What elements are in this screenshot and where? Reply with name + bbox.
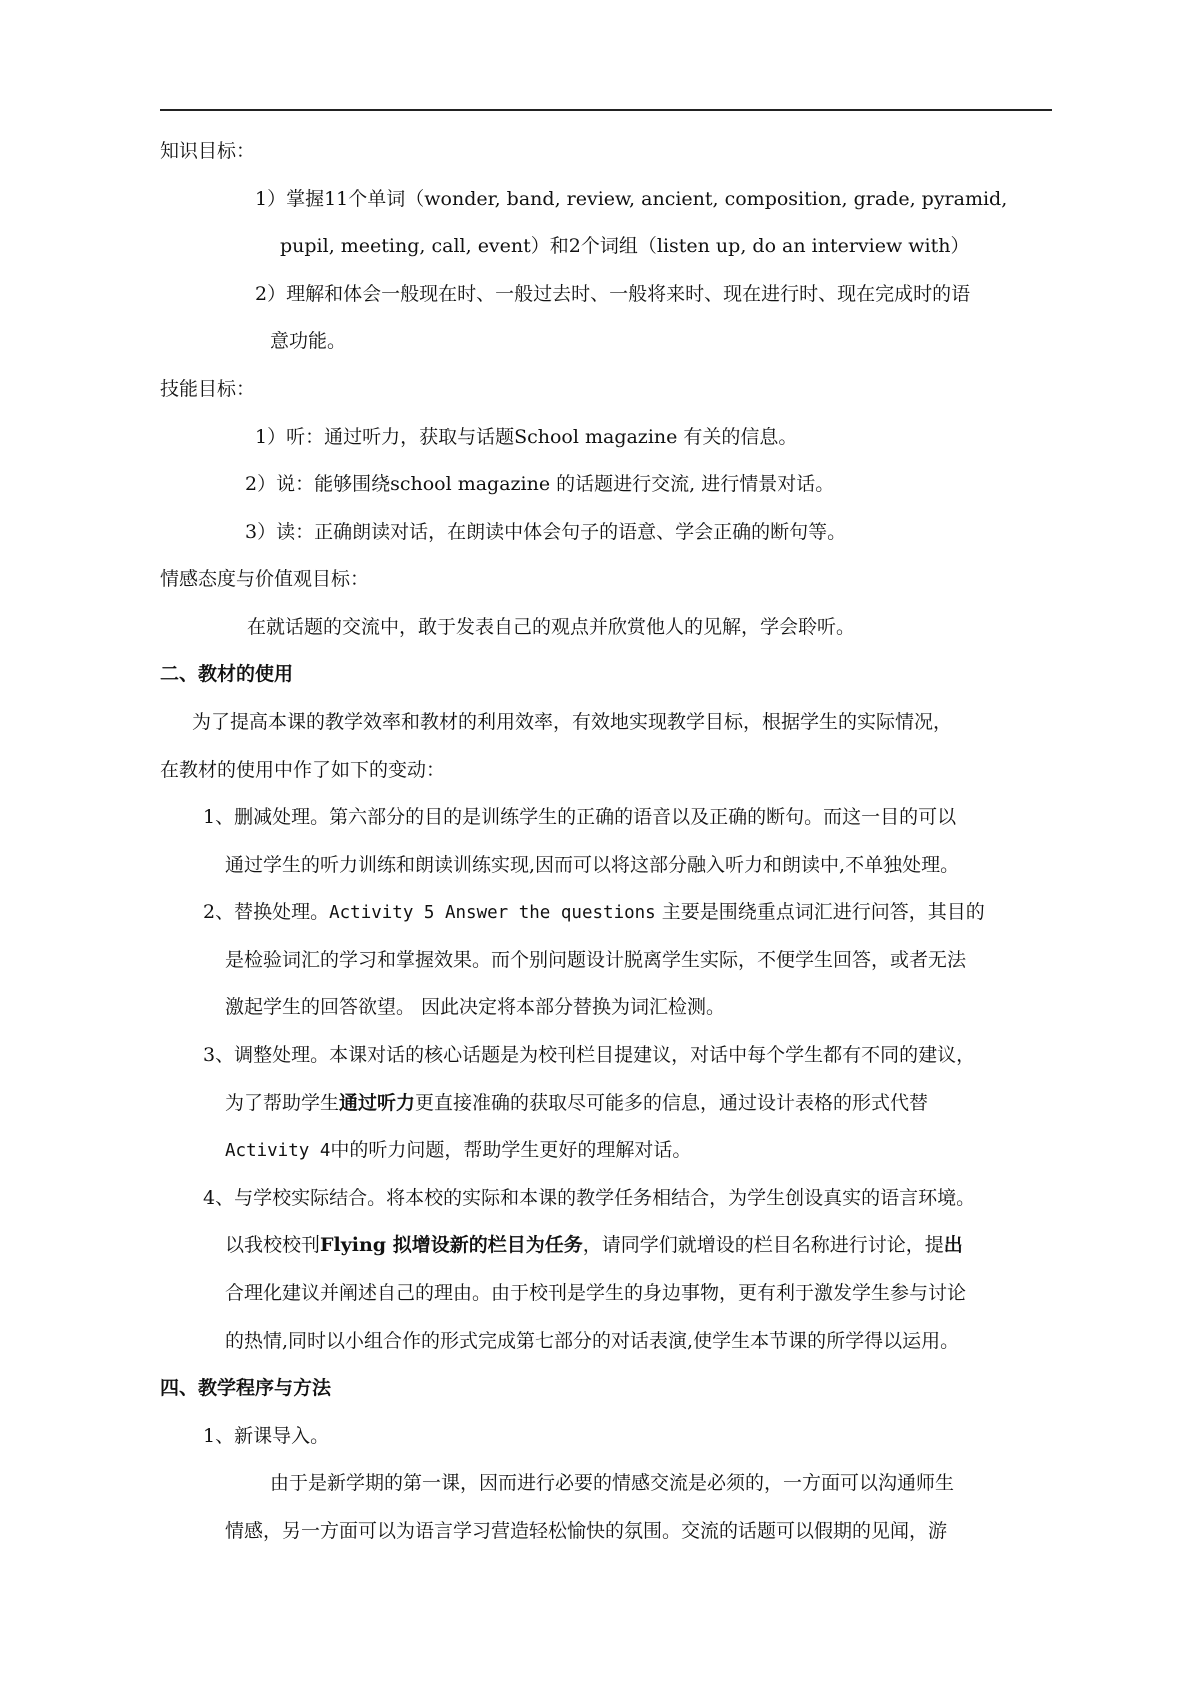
attitude-goals-heading: 情感态度与价值观目标： bbox=[160, 568, 370, 590]
p4-line4: 的热情,同时以小组合作的形式完成第七部分的对话表演,使学生本节课的所学得以运用。 bbox=[225, 1330, 960, 1352]
section2-intro-line1: 为了提高本课的教学效率和教材的利用效率，有效地实现教学目标，根据学生的实际情况， bbox=[192, 711, 953, 733]
knowledge-item1-line1: 1）掌握11个单词（wonder, band, review, ancient, composition, grade, pyramid, bbox=[255, 188, 1008, 210]
p4-line2-d: 出 bbox=[943, 1234, 963, 1256]
p4-line2-c: ，请同学们就增设的栏目名称进行讨论，提 bbox=[582, 1234, 944, 1256]
p3-line3 bbox=[225, 1137, 691, 1164]
p2-line1-c: 主要是围绕重点词汇进行问答，其目的 bbox=[655, 901, 985, 923]
section4-heading: 四、教学程序与方法 bbox=[160, 1377, 332, 1399]
p4-line3: 合理化建议并阐述自己的理由。由于校刊是学生的身边事物，更有利于激发学生参与讨论 bbox=[225, 1282, 967, 1304]
skill-speak: 2）说：能够围绕school magazine 的话题进行交流, 进行情景对话。 bbox=[245, 473, 835, 495]
header-rule bbox=[160, 109, 1052, 111]
section4-step1-line1: 由于是新学期的第一课，因而进行必要的情感交流是必须的，一方面可以沟通师生 bbox=[270, 1472, 955, 1494]
p2-line1-b: Activity 5 Answer the questions bbox=[329, 903, 656, 923]
section2-heading: 二、教材的使用 bbox=[160, 663, 294, 685]
section4-step1: 1、新课导入。 bbox=[203, 1425, 330, 1447]
p2-line2: 是检验词汇的学习和掌握效果。而个别问题设计脱离学生实际，不便学生回答，或者无法 bbox=[225, 949, 967, 971]
p4-line2 bbox=[225, 1232, 963, 1258]
p3-line2 bbox=[225, 1090, 928, 1116]
attitude-goals-text: 在就话题的交流中，敢于发表自己的观点并欣赏他人的见解，学会聆听。 bbox=[247, 616, 856, 638]
p3-line3-b: 中的听力问题，帮助学生更好的理解对话。 bbox=[330, 1139, 692, 1161]
p4-line2-a: 以我校校刊 bbox=[225, 1234, 321, 1256]
knowledge-item2-line1: 2）理解和体会一般现在时、一般过去时、一般将来时、现在进行时、现在完成时的语 bbox=[255, 283, 971, 305]
p4-line1: 4、与学校实际结合。将本校的实际和本课的教学任务相结合，为学生创设真实的语言环境。 bbox=[203, 1187, 976, 1209]
p2-line1 bbox=[203, 899, 985, 926]
p3-line1: 3、调整处理。本课对话的核心话题是为校刊栏目提建议，对话中每个学生都有不同的建议， bbox=[203, 1044, 976, 1066]
p3-line2-c: 更直接准确的获取尽可能多的信息，通过设计表格的形式代替 bbox=[415, 1092, 929, 1114]
skill-listen: 1）听：通过听力，获取与话题School magazine 有关的信息。 bbox=[255, 426, 798, 448]
section2-intro-line2: 在教材的使用中作了如下的变动： bbox=[160, 759, 446, 781]
skill-goals-heading: 技能目标： bbox=[160, 378, 256, 400]
knowledge-item1-line2: pupil, meeting, call, event）和2个词组（listen up, do an interview with） bbox=[280, 235, 970, 257]
p3-line2-a: 为了帮助学生 bbox=[225, 1092, 340, 1114]
knowledge-item2-line2: 意功能。 bbox=[270, 330, 347, 352]
p3-line3-a: Activity 4 bbox=[225, 1141, 331, 1161]
p1-line2: 通过学生的听力训练和朗读训练实现,因而可以将这部分融入听力和朗读中,不单独处理。 bbox=[225, 854, 960, 876]
p3-line2-bold: 通过听力 bbox=[339, 1092, 416, 1114]
p2-line1-a: 2、替换处理。 bbox=[203, 901, 330, 923]
section4-step1-line2: 情感，另一方面可以为语言学习营造轻松愉快的氛围。交流的话题可以假期的见闻，游 bbox=[225, 1520, 948, 1542]
knowledge-goals-heading: 知识目标： bbox=[160, 140, 256, 162]
p1-line1: 1、删减处理。第六部分的目的是训练学生的正确的语音以及正确的断句。而这一目的可以 bbox=[203, 806, 957, 828]
p4-line2-bold: Flying 拟增设新的栏目为任务 bbox=[320, 1234, 583, 1256]
skill-read: 3）读：正确朗读对话，在朗读中体会句子的语意、学会正确的断句等。 bbox=[245, 521, 847, 543]
p2-line3: 激起学生的回答欲望。 因此决定将本部分替换为词汇检测。 bbox=[225, 996, 726, 1018]
